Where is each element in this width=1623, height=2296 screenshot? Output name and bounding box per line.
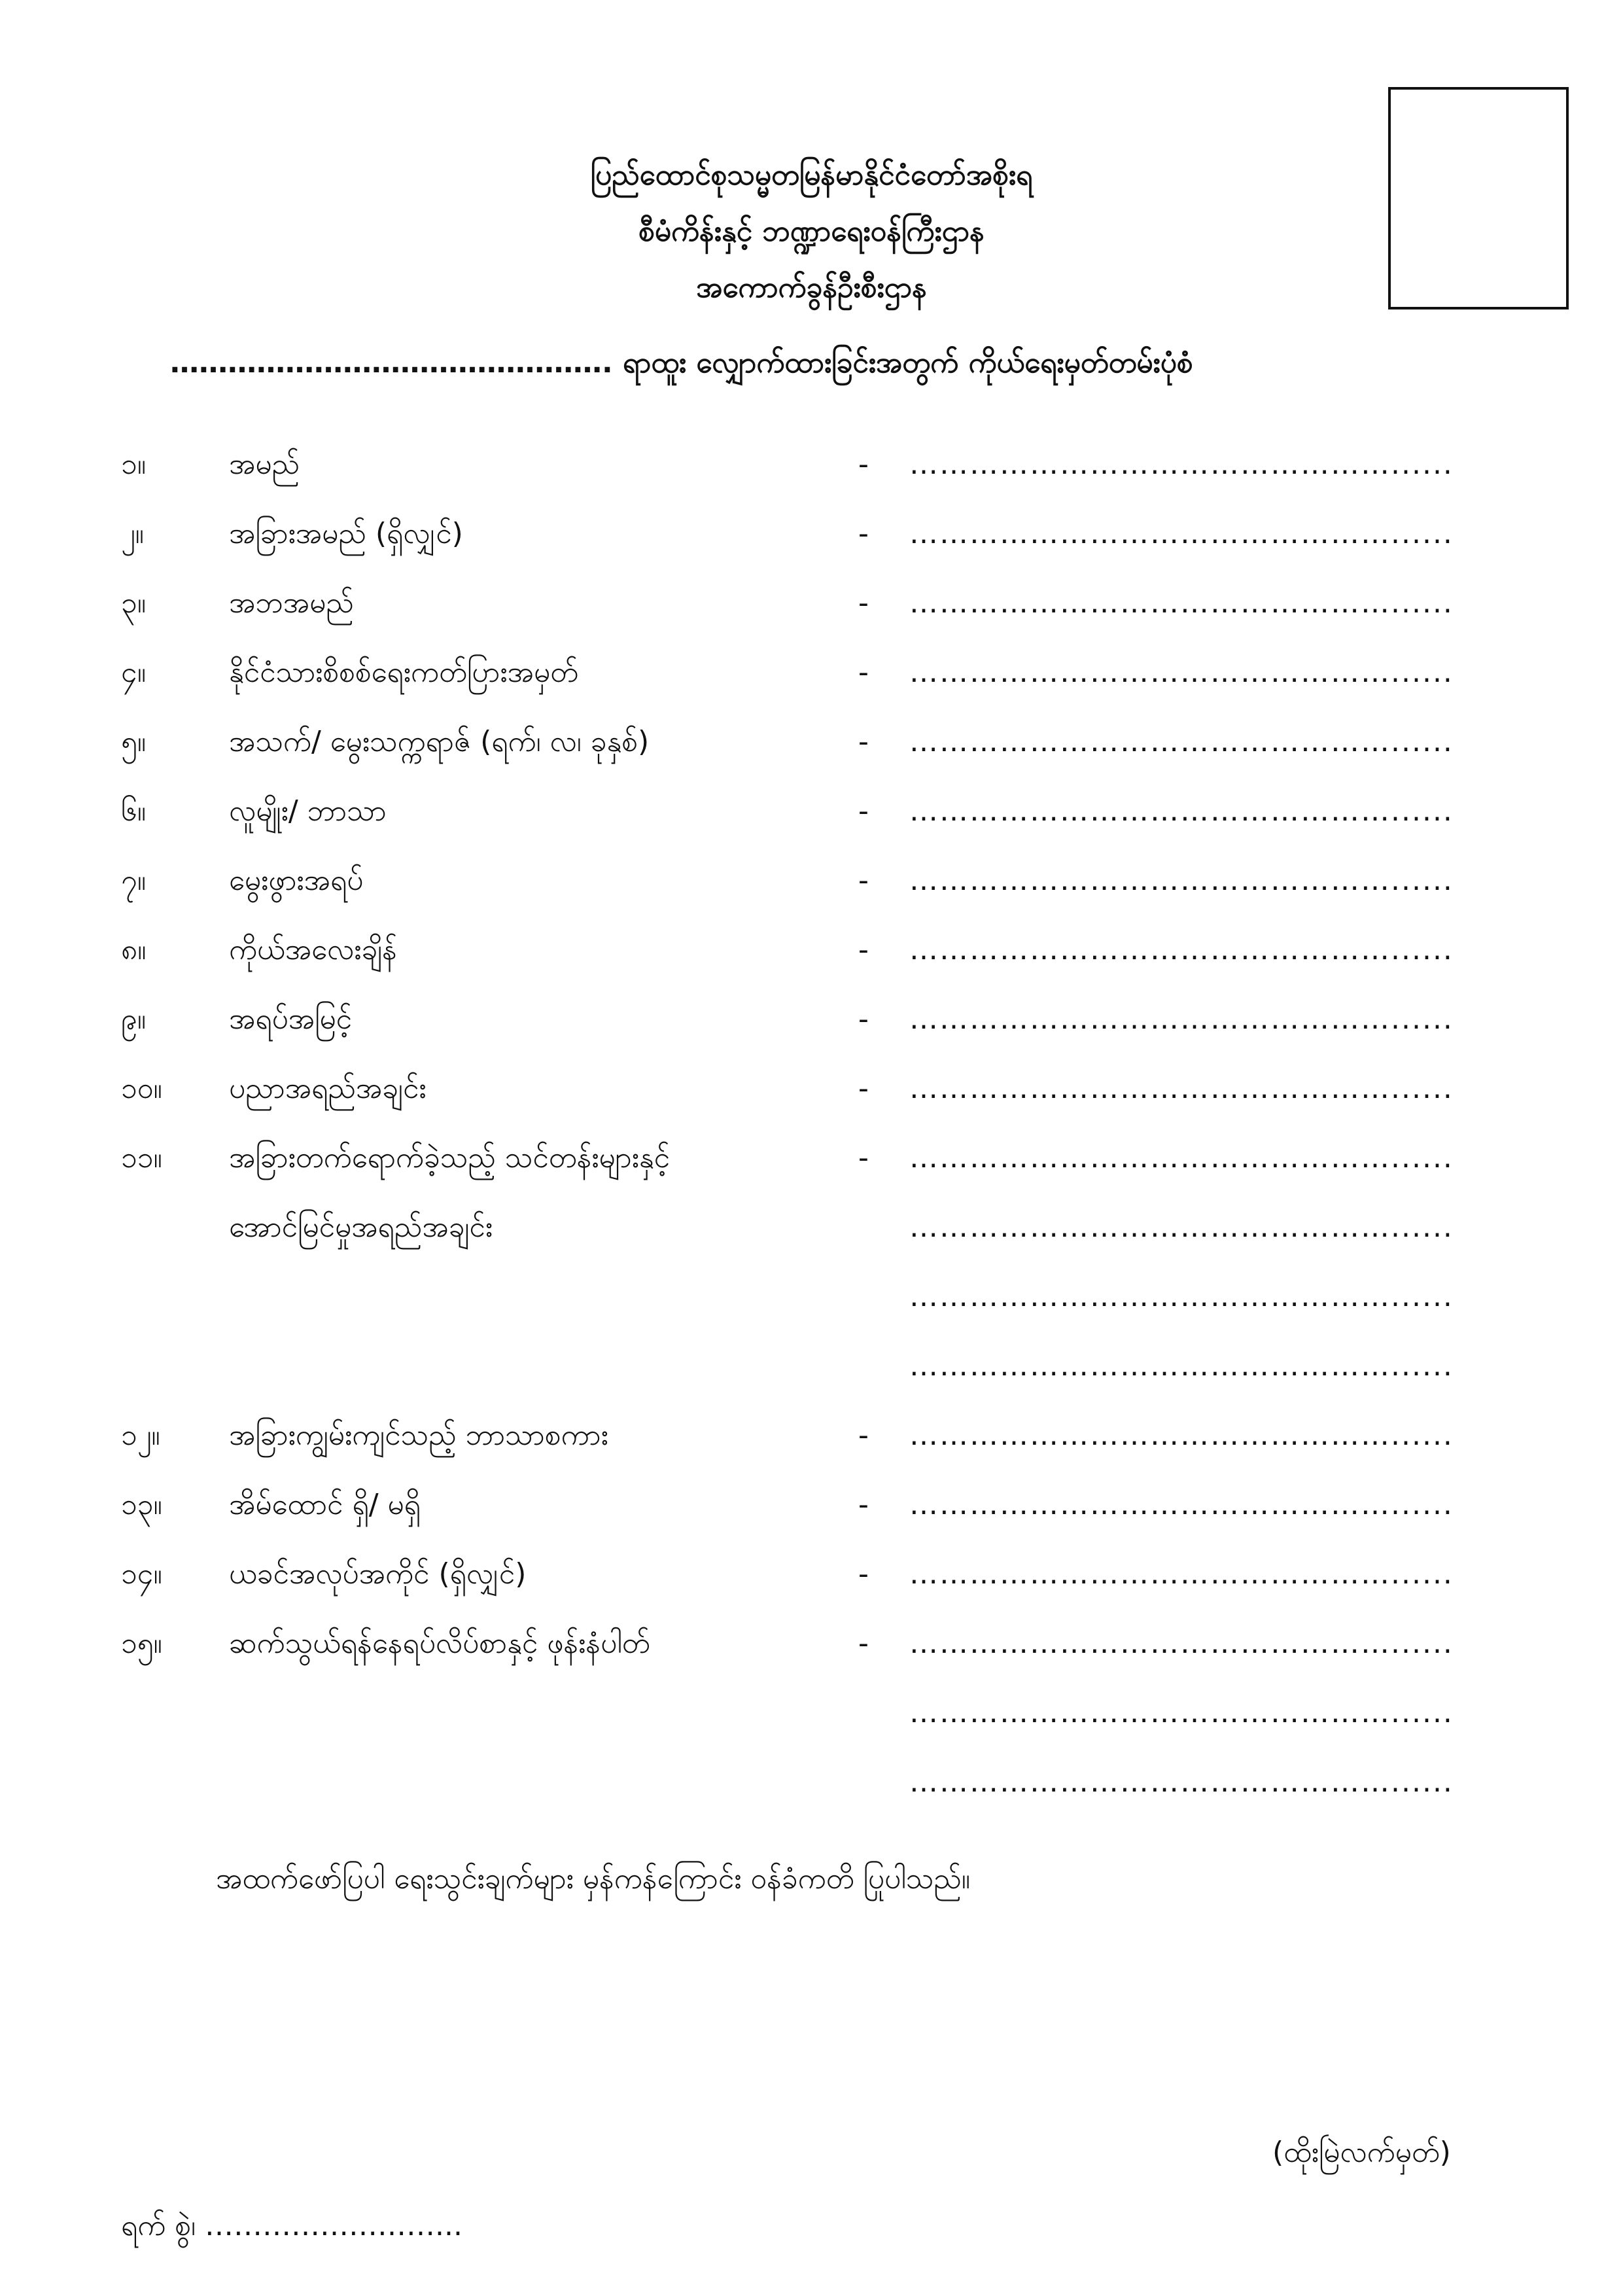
field-label: ဆက်သွယ်ရန်နေရပ်လိပ်စာနှင့် ဖုန်းနံပါတ် [229, 1627, 650, 1660]
field-fill-line[interactable]: …………………………………………...... [909, 517, 1454, 550]
field-number: ၃။ [121, 586, 147, 620]
field-fill-line[interactable]: …………………………………………...... [909, 794, 1454, 828]
field-label: ယခင်အလုပ်အကိုင် (ရှိလျှင်) [229, 1557, 527, 1591]
field-row-previous-job [0, 1551, 1623, 1597]
field-row-contact-extra [0, 1690, 1623, 1736]
field-row-trainings-extra [0, 1343, 1623, 1389]
field-row-age-dob [0, 719, 1623, 765]
field-number: ၉။ [121, 1002, 147, 1036]
field-fill-line[interactable]: …………………………………………...... [909, 448, 1454, 481]
field-row-father-name [0, 580, 1623, 626]
field-number: ၁၃။ [121, 1488, 162, 1521]
field-label: အိမ်ထောင် ရှိ/ မရှိ [229, 1488, 421, 1521]
field-fill-line[interactable]: …………………………………………...... [909, 1627, 1454, 1660]
thumbprint-label: (ထိုးမြဲလက်မှတ်) [1272, 2136, 1451, 2169]
form-title: ………………………………………. ရာထူး လျှောက်ထားခြင်းအတွက် ကိုယ်ရေးမှတ်တမ်းပုံစံ [170, 346, 1193, 380]
field-fill-line[interactable]: …………………………………………...... [909, 725, 1454, 758]
field-dash: - [858, 1072, 869, 1105]
field-fill-line[interactable]: …………………………………………...... [909, 1072, 1454, 1105]
field-label: အရပ်အမြင့် [229, 1002, 353, 1036]
field-dash: - [858, 1419, 869, 1452]
field-fill-line[interactable]: …………………………………………...... [909, 864, 1454, 897]
field-dash: - [858, 933, 869, 966]
field-row-trainings [0, 1135, 1623, 1181]
field-label: ပညာအရည်အချင်း [229, 1072, 427, 1105]
field-number: ၁၄။ [121, 1557, 162, 1591]
field-label: အခြားအမည် (ရှိလျှင်) [229, 517, 463, 550]
field-label: အသက်/ မွေးသက္ကရာဇ် (ရက်၊ လ၊ ခုနှစ်) [229, 725, 650, 758]
declaration-text: အထက်ဖော်ပြပါ ရေးသွင်းချက်များ မှန်ကန်ကြောင်း ဝန်ခံကတိ ပြုပါသည်။ [216, 1862, 971, 1896]
field-dash: - [858, 1557, 869, 1591]
field-row-nrc [0, 650, 1623, 696]
field-fill-line[interactable]: …………………………………………...... [909, 1765, 1454, 1799]
field-fill-line[interactable]: …………………………………………...... [909, 1210, 1454, 1244]
field-row-birthplace [0, 858, 1623, 904]
field-label: ကိုယ်အလေးချိန် [229, 933, 397, 966]
field-row-languages [0, 1413, 1623, 1458]
field-row-height [0, 997, 1623, 1042]
field-dash: - [858, 656, 869, 689]
field-dash: - [858, 586, 869, 620]
field-fill-line[interactable]: …………………………………………...... [909, 933, 1454, 966]
field-row-marital-status [0, 1482, 1623, 1528]
field-number: ၄။ [121, 656, 147, 689]
field-dash: - [858, 1141, 869, 1174]
field-dash: - [858, 1488, 869, 1521]
field-number: ၈။ [121, 933, 147, 966]
field-fill-line[interactable]: …………………………………………...... [909, 1488, 1454, 1521]
header-department: အကောက်ခွန်ဦးစီးဌာန [696, 271, 927, 304]
field-label: အခြားကျွမ်းကျင်သည့် ဘာသာစကား [229, 1419, 608, 1452]
field-row-other-name [0, 511, 1623, 557]
field-row-name [0, 442, 1623, 487]
field-row-race-religion [0, 788, 1623, 834]
field-number: ၇။ [121, 864, 147, 897]
field-row-contact-extra [0, 1759, 1623, 1805]
field-number: ၁၁။ [121, 1141, 162, 1174]
field-fill-line[interactable]: …………………………………………...... [909, 1002, 1454, 1036]
field-row-education [0, 1066, 1623, 1112]
field-fill-line[interactable]: …………………………………………...... [909, 1280, 1454, 1313]
field-dash: - [858, 725, 869, 758]
field-number: ၁၅။ [121, 1627, 162, 1660]
field-number: ၁၀။ [121, 1072, 162, 1105]
field-row-trainings-extra [0, 1274, 1623, 1320]
header-ministry: စီမံကိန်းနှင့် ဘဏ္ဍာရေးဝန်ကြီးဌာန [638, 215, 985, 248]
field-number: ၁။ [121, 448, 147, 481]
field-fill-line[interactable]: …………………………………………...... [909, 586, 1454, 620]
field-dash: - [858, 517, 869, 550]
field-number: ၁၂။ [121, 1419, 160, 1452]
field-number: ၆။ [121, 794, 147, 828]
field-dash: - [858, 1002, 869, 1036]
field-dash: - [858, 794, 869, 828]
field-fill-line[interactable]: …………………………………………...... [909, 1557, 1454, 1591]
field-label: လူမျိုး/ ဘာသာ [229, 794, 387, 828]
field-label: မွေးဖွားအရပ် [229, 864, 364, 897]
field-dash: - [858, 1627, 869, 1660]
field-row-trainings-cont [0, 1205, 1623, 1250]
date-field[interactable]: ရက် စွဲ၊ ……………………... [121, 2209, 462, 2242]
field-label: နိုင်ငံသားစိစစ်ရေးကတ်ပြားအမှတ် [229, 656, 578, 689]
field-dash: - [858, 864, 869, 897]
field-fill-line[interactable]: …………………………………………...... [909, 1419, 1454, 1452]
field-row-weight [0, 927, 1623, 973]
field-fill-line[interactable]: …………………………………………...... [909, 1696, 1454, 1729]
field-label: အမည် [229, 448, 300, 481]
header-government: ပြည်ထောင်စုသမ္မတမြန်မာနိုင်ငံတော်အစိုးရ [590, 158, 1033, 192]
field-label-continued: အောင်မြင်မှုအရည်အချင်း [229, 1210, 493, 1244]
field-label: အခြားတက်ရောက်ခဲ့သည့် သင်တန်းများနှင့် [229, 1141, 671, 1174]
field-dash: - [858, 448, 869, 481]
field-number: ၅။ [121, 725, 147, 758]
field-fill-line[interactable]: …………………………………………...... [909, 1141, 1454, 1174]
field-fill-line[interactable]: …………………………………………...... [909, 656, 1454, 689]
field-fill-line[interactable]: …………………………………………...... [909, 1349, 1454, 1383]
field-label: အဘအမည် [229, 586, 354, 620]
field-number: ၂။ [121, 517, 144, 550]
field-row-contact [0, 1621, 1623, 1667]
